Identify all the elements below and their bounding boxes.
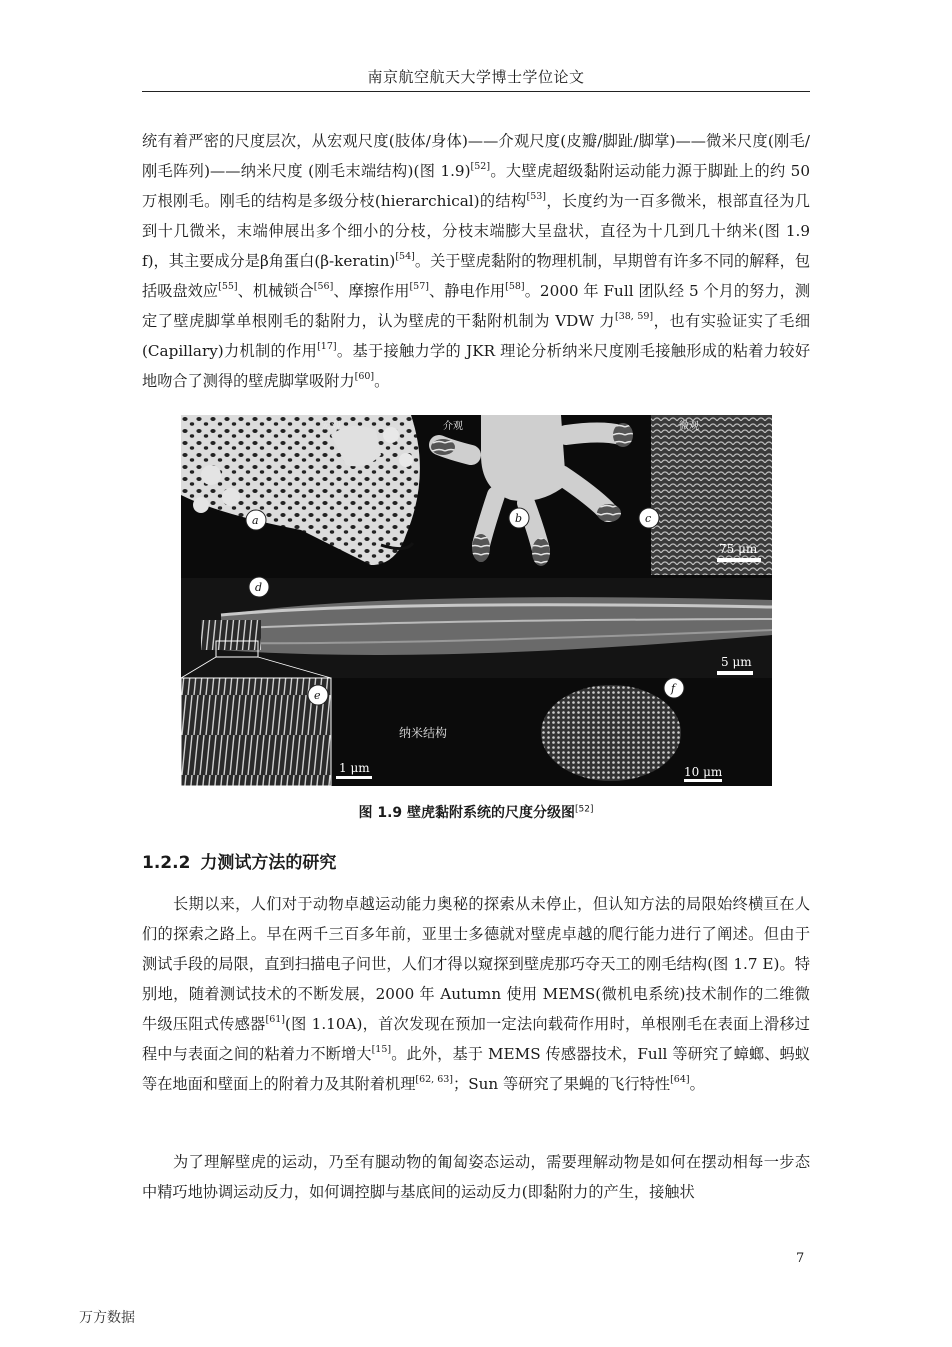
- footer-watermark: 万方数据: [79, 1310, 135, 1326]
- caption-citation[interactable]: [52]: [575, 804, 594, 815]
- svg-text:d: d: [255, 581, 263, 594]
- citation[interactable]: [38, 59]: [614, 310, 654, 322]
- citation[interactable]: [58]: [505, 280, 525, 292]
- text-segment: 。基于接触力学的 JKR 理论分析纳米尺度刚毛接触形成的粘着力较好地吻合了测得的壁虎脚掌吸附力: [142, 342, 811, 390]
- section-number: 1.2.2: [142, 853, 191, 873]
- text-segment: 。: [689, 1075, 705, 1093]
- svg-text:10 μm: 10 μm: [684, 765, 723, 779]
- panel-d-seta: [181, 578, 772, 678]
- citation[interactable]: [54]: [395, 250, 415, 262]
- text-segment: 长期以来，人们对于动物卓越运动能力奥秘的探索从未停止，但认知方法的局限始终横亘在人们的探索之路上。早在两千三百多年前，亚里士多德就对壁虎卓越的爬行能力进行了阐述。但由于测试手段的局限，直到扫描电子问世，人们才得以窥探到壁虎那巧夺天工的刚毛结构(图 1.7 E)。特别地，随着测试技术的不断发展，2000 年 Autumn 使用 MEMS(微机电系统)技术制作的二维微牛级压阻式传感器: [142, 895, 810, 1033]
- svg-text:a: a: [252, 514, 259, 527]
- text-segment: 。2000 年 Full 团队经 5 个月的努力，测定了壁虎脚掌单根刚毛的黏附力，认为壁虎的干黏附机制为 VDW 力: [142, 282, 811, 330]
- paragraph-3: [142, 1147, 810, 1207]
- citation[interactable]: [57]: [409, 280, 429, 292]
- figure-gecko-adhesion: [181, 415, 772, 786]
- label-micro: 微观: [679, 421, 699, 432]
- paragraph-1: [142, 126, 810, 396]
- text-segment: 、摩擦作用: [333, 282, 410, 300]
- svg-text:1 μm: 1 μm: [339, 761, 370, 775]
- svg-text:c: c: [645, 512, 652, 525]
- citation[interactable]: [55]: [218, 280, 238, 292]
- text-segment: 。关于壁虎黏附的物理机制，早期曾有许多不同的解释，包括吸盘效应: [142, 252, 811, 300]
- text-segment: ；Sun 等研究了果蝇的飞行特性: [453, 1075, 671, 1093]
- scalebar-1um: [336, 761, 372, 779]
- panel-marker-e: [308, 685, 328, 705]
- label-nano: 纳米结构: [399, 726, 448, 740]
- citation[interactable]: [62, 63]: [415, 1073, 454, 1085]
- paragraph-2: [142, 889, 810, 1099]
- panel-marker-f: [664, 678, 684, 698]
- text-segment: 。此外，基于 MEMS 传感器技术，Full 等研究了蟑螂、蚂蚁等在地面和壁面上的附着力及其附着机理: [142, 1045, 810, 1093]
- citation[interactable]: [61]: [265, 1013, 285, 1025]
- page-number: 7: [796, 1251, 805, 1266]
- text-segment: (图 1.10A)，首次发现在预加一定法向载荷作用时，单根刚毛在表面上滑移过程中与表面之间的粘着力不断增大: [142, 1015, 810, 1063]
- scalebar-75um: [717, 542, 761, 562]
- caption-text: 图 1.9 壁虎黏附系统的尺度分级图: [358, 805, 576, 821]
- scalebar-5um: [717, 655, 753, 675]
- text-segment: 。大壁虎超级黏附运动能力源于脚趾上的约 50 万根刚毛。刚毛的结构是多级分枝(hierarchical)的结构: [142, 162, 811, 210]
- header-rule: [142, 91, 810, 92]
- label-meso: 介观: [443, 421, 463, 432]
- panel-marker-a: [246, 510, 266, 530]
- text-segment: 。: [374, 372, 390, 390]
- text-segment: 、静电作用: [428, 282, 506, 300]
- citation[interactable]: [60]: [354, 370, 375, 382]
- citation[interactable]: [17]: [317, 340, 337, 352]
- panel-marker-d: [249, 577, 269, 597]
- citation[interactable]: [56]: [313, 280, 334, 292]
- section-title: 力测试方法的研究: [200, 853, 337, 873]
- citation[interactable]: [15]: [371, 1043, 392, 1055]
- running-header: 南京航空航天大学博士学位论文: [367, 68, 585, 86]
- text-segment: 为了理解壁虎的运动，乃至有腿动物的匍匐姿态运动，需要理解动物是如何在摆动相每一步态中精巧地协调运动反力，如何调控脚与基底间的运动反力(即黏附力的产生，接触状: [142, 1153, 810, 1201]
- panel-a-gecko: [181, 415, 420, 565]
- citation[interactable]: [52]: [470, 160, 491, 172]
- figure-illustration: [181, 415, 772, 786]
- text-segment: ，也有实验证实了毛细(Capillary)力机制的作用: [142, 312, 810, 360]
- svg-text:5 μm: 5 μm: [721, 655, 752, 669]
- label-macro: 宏观: [321, 421, 341, 432]
- scalebar-10um: [684, 765, 723, 782]
- citation[interactable]: [64]: [670, 1073, 690, 1085]
- text-segment: 、机械锁合: [237, 282, 314, 300]
- section-heading: [142, 848, 336, 873]
- svg-text:e: e: [314, 689, 321, 702]
- panel-marker-c: [639, 508, 659, 528]
- panel-f-spatulae: [541, 685, 681, 781]
- svg-text:75 μm: 75 μm: [719, 542, 758, 556]
- figure-caption: [142, 802, 810, 822]
- text-segment: ，长度约为一百多微米，根部直径为几到十几微米，末端伸展出多个细小的分枝，分枝末端膨大呈盘状，直径为十几到几十纳米(图 1.9 f)，其主要成分是β角蛋白(β-keratin): [142, 192, 810, 270]
- citation[interactable]: [53]: [526, 190, 546, 202]
- panel-b-foot: [431, 415, 633, 566]
- svg-text:b: b: [515, 512, 523, 525]
- panel-marker-b: [509, 508, 529, 528]
- text-segment: 统有着严密的尺度层次，从宏观尺度(肢体/身体)——介观尺度(皮瓣/脚趾/脚掌)——微米尺度(刚毛/刚毛阵列)——纳米尺度 (刚毛末端结构)(图 1.9): [142, 132, 810, 180]
- svg-text:f: f: [671, 682, 676, 695]
